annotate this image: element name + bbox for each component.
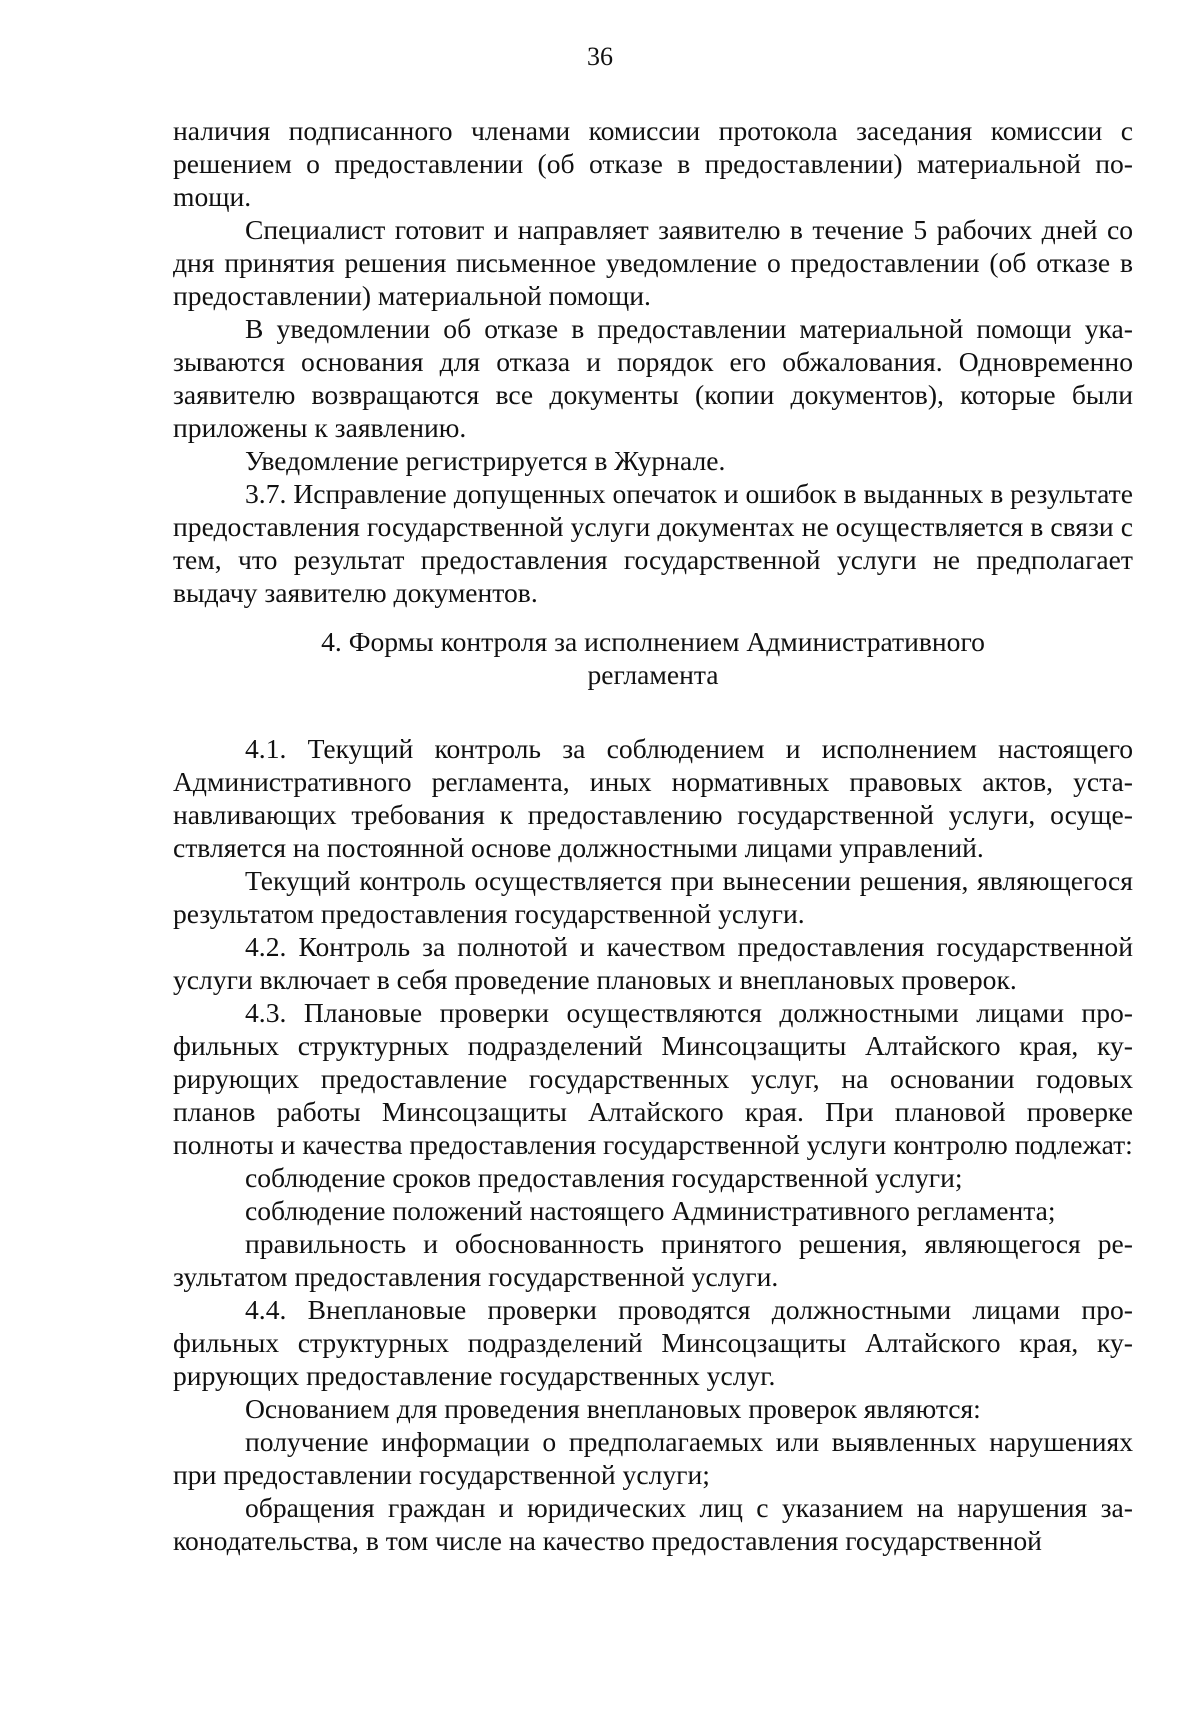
paragraph: 3.7. Исправление допущенных опечаток и ошибок в выданных в результате предоставления государственной услуги документах не осуществляется в связи с тем, что результат предоставления государственной услуги не предполагает выдачу заявителю документов. [173, 478, 1133, 608]
page-number: 36 [587, 42, 613, 71]
paragraph: 4.4. Внеплановые проверки проводятся должностными лицами профильных структурных подразделений Минсоцзащиты Алтайского края, курирующих предоставление государственных услуг. [173, 1294, 1133, 1391]
paragraph: Уведомление регистрируется в Журнале. [245, 445, 726, 476]
paragraph: 4.1. Текущий контроль за соблюдением и исполнением настоящего Административного регламента, иных нормативных правовых актов, устанавливающих требования к предоставлению государственной услуги, осуществляется на постоянной основе должностными лицами управлений. [173, 733, 1133, 863]
paragraph: наличия подписанного членами комиссии протокола заседания комиссии с решением о предоставлении (об отказе в предоставлении) материальной поmощи. [173, 115, 1133, 212]
list-paragraph: обращения граждан и юридических лиц с указанием на нарушения законодательства, в том числе на качество предоставления государственной [173, 1492, 1133, 1556]
section-heading: 4. Формы контроля за исполнением Административного регламента [321, 626, 985, 690]
paragraph: Основанием для проведения внеплановых проверок являются: [245, 1393, 981, 1424]
paragraph: 4.3. Плановые проверки осуществляются должностными лицами профильных структурных подразделений Минсоцзащиты Алтайского края, курирующих предоставление государственных услуг, на основании годовых планов работы Минсоцзащиты Алтайского края. При плановой проверке полноты и качества предоставления государственной услуги контролю подлежат: [173, 997, 1133, 1160]
paragraph: Специалист готовит и направляет заявителю в течение 5 рабочих дней со дня принятия решения письменное уведомление о предоставлении (об отказе в предоставлении) материальной помощи. [173, 214, 1133, 311]
paragraph: Текущий контроль осуществляется при вынесении решения, являющегося результатом предоставления государственной услуги. [173, 865, 1133, 929]
list-paragraph: правильность и обоснованность принятого решения, являющегося результатом предоставления государственной услуги. [173, 1228, 1133, 1292]
document-body [173, 114, 1133, 1557]
paragraph: 4.2. Контроль за полнотой и качеством предоставления государственной услуги включает в себя проведение плановых и внеплановых проверок. [173, 931, 1133, 995]
list-paragraph: соблюдение положений настоящего Административного регламента; [245, 1195, 1056, 1226]
paragraph: В уведомлении об отказе в предоставлении материальной помощи указываются основания для отказа и порядок его обжалования. Одновременно заявителю возвращаются все документы (копии документов), которые были приложены к заявлению. [173, 313, 1133, 443]
list-paragraph: получение информации о предполагаемых или выявленных нарушениях при предоставлении государственной услуги; [173, 1426, 1133, 1490]
list-paragraph: соблюдение сроков предоставления государственной услуги; [245, 1162, 963, 1193]
